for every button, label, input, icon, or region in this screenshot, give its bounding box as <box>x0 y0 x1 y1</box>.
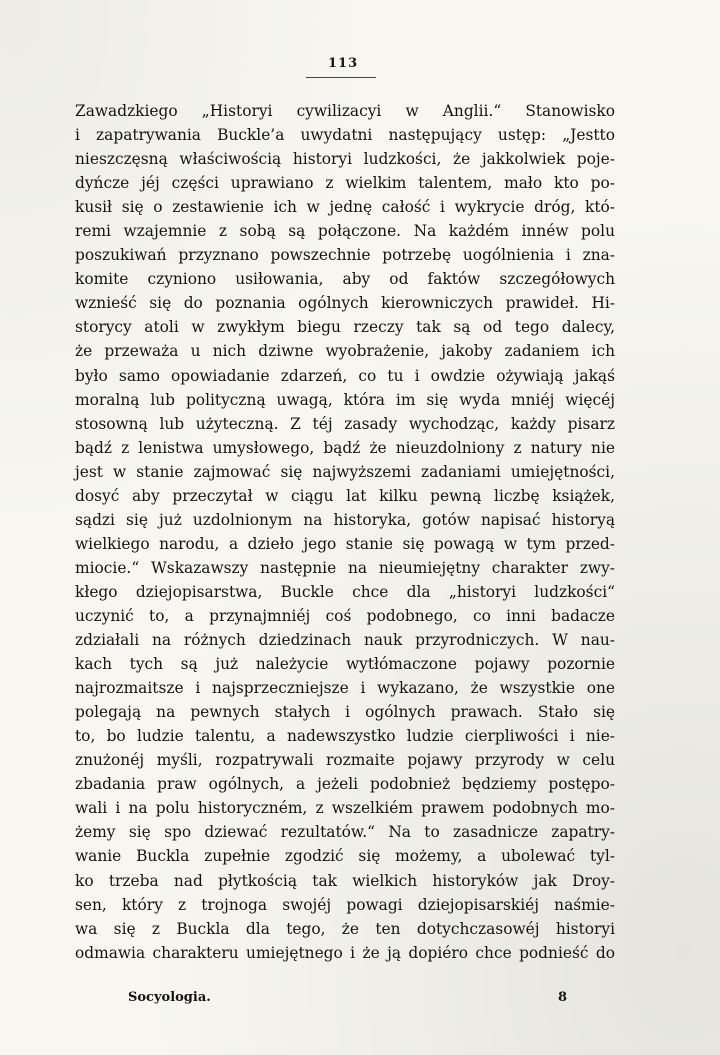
text-line: zdziałali na różnych dziedzinach nauk przyrodniczych. W nau- <box>75 631 615 650</box>
text-line: wanie Buckla zupełnie zgodzić się możemy, a ubolewać tyl- <box>75 847 615 866</box>
text-line: sen, który z trojnoga swojéj powagi dziejopisarskiéj naśmie- <box>75 895 615 914</box>
text-line: miocie.“ Wskazawszy następnie na nieumiejętny charakter zwy- <box>75 558 615 577</box>
text-line: wali i na polu historyczném, z wszelkiém prawem podobnych mo- <box>75 799 615 818</box>
text-line: wa się z Buckla dla tego, że ten dotychczasowéj historyi <box>75 919 615 938</box>
text-line: stosowną lub użyteczną. Z téj zasady wychodząc, każdy pisarz <box>75 414 615 433</box>
text-line: odmawia charakteru umiejętnego i że ją dopiéro chce podnieść do <box>75 943 615 962</box>
text-line: to, bo ludzie talentu, a nadewszystko ludzie cierpliwości i nie- <box>75 727 615 746</box>
text-line: ko trzeba nad płytkością tak wielkich historyków jak Droy- <box>75 871 615 890</box>
text-line: wznieść się do poznania ogólnych kierowniczych prawideł. Hi- <box>75 294 615 313</box>
text-line: kusił się o zestawienie ich w jednę całość i wykrycie dróg, któ- <box>75 198 615 217</box>
text-line: komite czyniono usiłowania, aby od faktów szczegółowych <box>75 270 615 289</box>
footer-sheet-number: 8 <box>558 990 568 1005</box>
text-line: wielkiego narodu, a dzieło jego stanie się powagą w tym przed- <box>75 534 615 553</box>
text-line: i zapatrywania Buckle’a uwydatni następujący ustęp: „Jestto <box>75 126 615 145</box>
footer-signature: Socyologia. <box>128 990 211 1005</box>
text-line: nieszczęsną właściwością historyi ludzkości, że jakkolwiek poje- <box>75 150 615 169</box>
text-line: uczynić to, a przynajmniéj coś podobnego, co inni badacze <box>75 606 615 625</box>
text-line: storycy atoli w zwykłym biegu rzeczy tak są od tego dalecy, <box>75 318 615 337</box>
text-line: dyńcze jéj części uprawiano z wielkim talentem, mało kto po- <box>75 174 615 193</box>
text-line: było samo opowiadanie zdarzeń, co tu i owdzie ożywiają jakąś <box>75 366 615 385</box>
header-rule <box>306 77 376 78</box>
text-line: żemy się spo dziewać rezultatów.“ Na to zasadnicze zapatry- <box>75 823 615 842</box>
body-text <box>75 99 615 965</box>
text-line: remi wzajemnie z sobą są połączone. Na każdém innéw polu <box>75 222 615 241</box>
text-line: moralną lub polityczną uwagą, która im się wyda mniéj więcéj <box>75 390 615 409</box>
text-line: że przeważa u nich dziwne wyobrażenie, jakoby zadaniem ich <box>75 342 615 361</box>
text-line: dosyć aby przeczytał w ciągu lat kilku pewną liczbę książek, <box>75 486 615 505</box>
text-line: sądzi się już uzdolnionym na historyka, gotów napisać historyą <box>75 510 615 529</box>
text-line: poszukiwań przyznano powszechnie potrzebę uogólnienia i zna- <box>75 246 615 265</box>
text-line: najrozmaitsze i najsprzeczniejsze i wykazano, że wszystkie one <box>75 679 615 698</box>
text-line: jest w stanie zajmować się najwyższemi zadaniami umiejętności, <box>75 462 615 481</box>
text-line: znużonéj myśli, rozpatrywali rozmaite pojawy przyrody w celu <box>75 751 615 770</box>
text-line: zbadania praw ogólnych, a jeżeli podobnież będziemy postępo- <box>75 775 615 794</box>
text-line: polegają na pewnych stałych i ogólnych prawach. Stało się <box>75 703 615 722</box>
text-line: kach tych są już należycie wytłómaczone pojawy pozornie <box>75 655 615 674</box>
text-line: bądź z lenistwa umysłowego, bądź że nieuzdolniony z natury nie <box>75 438 615 457</box>
text-line: kłego dziejopisarstwa, Buckle chce dla „historyi ludzkości“ <box>75 582 615 601</box>
text-line: Zawadzkiego „Historyi cywilizacyi w Anglii.“ Stanowisko <box>75 102 615 120</box>
page-number: 113 <box>328 56 359 71</box>
